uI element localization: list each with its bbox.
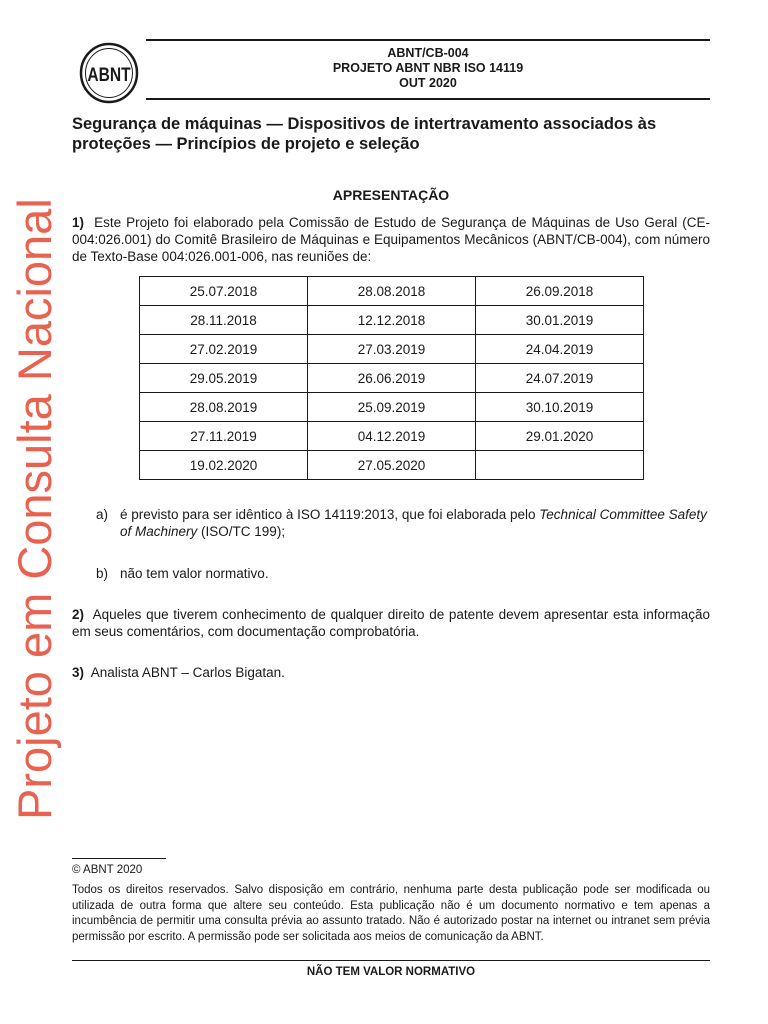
- table-row: [140, 451, 644, 480]
- meeting-date-cell: 28.08.2018: [308, 277, 476, 306]
- committee-name: Technical Committee Safety of Machinery: [120, 507, 707, 539]
- meeting-date-cell: [476, 451, 644, 480]
- paragraph-number: 2): [72, 607, 85, 622]
- meeting-date-cell: 19.02.2020: [140, 451, 308, 480]
- table-row: [140, 364, 644, 393]
- meeting-date-cell: 24.04.2019: [476, 335, 644, 364]
- item-a-text: é previsto para ser idêntico à ISO 14119:2013, que foi elaborada pelo: [120, 507, 540, 522]
- header-top-rule: [146, 39, 710, 41]
- meeting-date-cell: 27.02.2019: [140, 335, 308, 364]
- meeting-date-cell: 04.12.2019: [308, 422, 476, 451]
- meeting-date-cell: 30.01.2019: [476, 306, 644, 335]
- project-number: PROJETO ABNT NBR ISO 14119: [332, 61, 524, 75]
- abnt-logo: [78, 42, 140, 104]
- section-heading: APRESENTAÇÃO: [332, 187, 450, 203]
- document-title: Segurança de máquinas — Dispositivos de intertravamento associados às proteções — Princípios de projeto e seleção: [72, 115, 657, 153]
- meeting-date-cell: 24.07.2019: [476, 364, 644, 393]
- meeting-date-cell: 29.05.2019: [140, 364, 308, 393]
- committee-code: ABNT/CB-004: [387, 46, 469, 60]
- paragraph-number: 1): [72, 215, 85, 230]
- paragraph-number: 3): [72, 665, 85, 680]
- paragraph-text: Analista ABNT – Carlos Bigatan.: [90, 665, 285, 680]
- meeting-date-cell: 25.07.2018: [140, 277, 308, 306]
- meeting-date-cell: 28.08.2019: [140, 393, 308, 422]
- table-row: [140, 393, 644, 422]
- meeting-date-cell: 27.05.2020: [308, 451, 476, 480]
- meetings-table: [139, 276, 644, 480]
- meeting-date-cell: 26.09.2018: [476, 277, 644, 306]
- footer-rule: [72, 960, 710, 961]
- table-row: [140, 335, 644, 364]
- svg-text:ABNT: ABNT: [87, 63, 131, 86]
- paragraph-text: Aqueles que tiverem conhecimento de qualquer direito de patente devem apresentar esta informação em seus comentários, com documentação comprobatória.: [72, 607, 710, 639]
- meeting-date-cell: 26.06.2019: [308, 364, 476, 393]
- meeting-date-cell: 12.12.2018: [308, 306, 476, 335]
- paragraph-2: [72, 606, 710, 640]
- list-item-label: a): [96, 507, 109, 522]
- list-item-label: b): [96, 566, 109, 581]
- item-a-suffix: (ISO/TC 199);: [197, 524, 286, 539]
- list-item-b: [96, 565, 710, 582]
- table-row: [140, 422, 644, 451]
- document-header: [146, 46, 710, 91]
- list-item-a: [96, 506, 710, 540]
- header-bottom-rule: [146, 98, 710, 100]
- paragraph-3: [72, 664, 710, 681]
- footer-text: NÃO TEM VALOR NORMATIVO: [306, 966, 476, 978]
- meeting-date-cell: 27.11.2019: [140, 422, 308, 451]
- project-date: OUT 2020: [399, 76, 457, 90]
- meeting-date-cell: 29.01.2020: [476, 422, 644, 451]
- table-row: [140, 277, 644, 306]
- list-item-text: não tem valor normativo.: [120, 566, 269, 581]
- table-row: [140, 306, 644, 335]
- paragraph-1: [72, 214, 710, 265]
- copyright-notice: © ABNT 2020: [72, 864, 143, 876]
- meeting-date-cell: 27.03.2019: [308, 335, 476, 364]
- list-item-text: [120, 506, 710, 540]
- footnote-rule: [72, 858, 166, 859]
- rights-statement: Todos os direitos reservados. Salvo disposição em contrário, nenhuma parte desta publicação pode ser modificada ou utilizada de outra forma que altere seu conteúdo. Esta publicação não é um documento normativo e tem apenas a incumbência de permitir uma consulta prévia ao assunto tratado. Não é autorizado postar na internet ou intranet sem prévia permissão por escrito. A permissão pode ser solicitada aos meios de comunicação da ABNT.: [72, 884, 710, 943]
- paragraph-text: Este Projeto foi elaborado pela Comissão de Estudo de Segurança de Máquinas de Uso Geral (CE-004:026.001) do Comitê Brasileiro de Máquinas e Equipamentos Mecânicos (ABNT/CB-004), com número de Texto-Base 004:026.001-006, nas reuniões de:: [72, 215, 710, 264]
- meeting-date-cell: 30.10.2019: [476, 393, 644, 422]
- meeting-date-cell: 25.09.2019: [308, 393, 476, 422]
- consultation-watermark: Projeto em Consulta Nacional: [8, 198, 61, 820]
- meeting-date-cell: 28.11.2018: [140, 306, 308, 335]
